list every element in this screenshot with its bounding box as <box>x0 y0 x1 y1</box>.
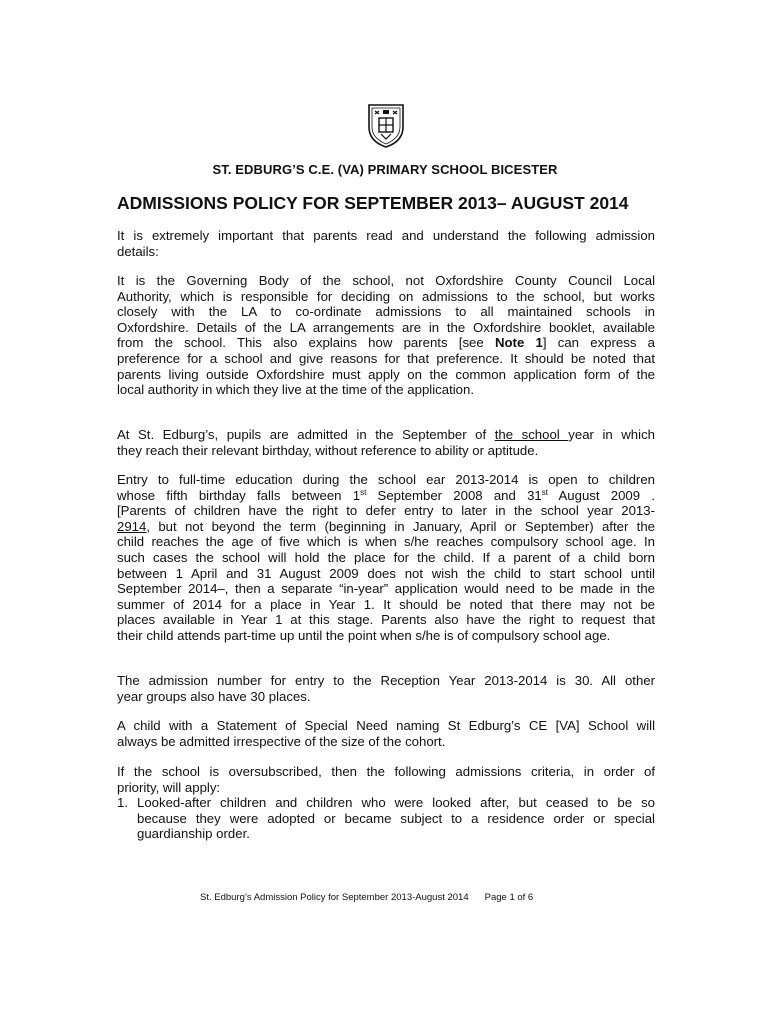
text-fragment: but not beyond the term (beginning in January, April or September) after the <box>150 518 655 534</box>
ordinal-suffix: st <box>541 487 548 497</box>
text-line: their child attends part-time up until the point when s/he is of compulsory school age. <box>117 627 611 643</box>
text-line <box>117 427 655 443</box>
text-line: Entry to full-time education during the school ear 2013-2014 is open to children <box>117 472 655 487</box>
text-line: It is the Governing Body of the school, not Oxfordshire County Council Local <box>117 273 655 288</box>
text-line: child reaches the age of five which is when s/he reaches compulsory school age. In <box>117 534 655 550</box>
school-crest-icon <box>367 103 405 149</box>
text-fragment: from the school. This also explains how parents [see <box>117 335 495 351</box>
text-line: between 1 April and 31 August 2009 does not wish the child to start school until <box>117 565 655 581</box>
text-line: The admission number for entry to the Reception Year 2013-2014 is 30. All other <box>117 673 655 688</box>
text-line: guardianship order. <box>137 826 250 842</box>
underlined-text: 2914, <box>117 518 151 534</box>
page-footer <box>200 892 533 903</box>
underlined-text: the school <box>494 427 569 442</box>
admission-number-paragraph <box>117 673 655 704</box>
text-line: because they were adopted or became subject to a residence order or special <box>137 810 655 826</box>
list-text <box>137 795 655 842</box>
text-line: places available in Year 1 at this stage. Parents also have the right to request that <box>117 612 655 628</box>
text-fragment: At St. Edburg’s, pupils are admitted in the September of <box>117 427 495 442</box>
footer-text: St. Edburg’s Admission Policy for September 2013-August 2014 <box>200 892 469 903</box>
text-line: Authority, which is responsible for deciding on admissions to the school, but works <box>117 288 655 304</box>
text-line: closely with the LA to co-ordinate admissions to all maintained schools in <box>117 304 655 320</box>
entry-paragraph <box>117 472 655 644</box>
text-line: September 2014–, then a separate “in-year” application would need to be made in the <box>117 581 655 597</box>
governing-body-paragraph <box>117 273 655 398</box>
text-line: such cases the school will hold the place for the child. If a parent of a child born <box>117 549 655 565</box>
text-line: year groups also have 30 places. <box>117 688 311 704</box>
text-line: Looked-after children and children who were looked after, but ceased to be so <box>137 795 655 811</box>
ordinal-suffix: st <box>360 487 367 497</box>
text-line: Oxfordshire. Details of the LA arrangements are in the Oxfordshire booklet, available <box>117 319 655 335</box>
note-reference: Note 1 <box>494 335 543 351</box>
text-line: details: <box>117 243 159 259</box>
text-fragment: September 2008 and 31 <box>366 487 542 503</box>
text-line: It is extremely important that parents read and understand the following admission <box>117 228 655 243</box>
text-fragment: August 2009 . <box>547 487 655 503</box>
text-fragment: year in which <box>568 427 655 442</box>
list-item <box>117 795 655 842</box>
list-number: 1. <box>117 795 128 811</box>
text-line: A child with a Statement of Special Need naming St Edburg’s CE [VA] School will <box>117 718 655 733</box>
text-line: parents living outside Oxfordshire must apply on the common application form of the <box>117 366 655 382</box>
text-line: local authority in which they live at the time of the application. <box>117 382 474 398</box>
special-need-paragraph <box>117 718 655 749</box>
text-line <box>117 519 655 535</box>
text-fragment: whose fifth birthday falls between 1 <box>117 487 361 503</box>
text-line: summer of 2014 for a place in Year 1. It should be noted that there may not be <box>117 596 655 612</box>
page-title: ADMISSIONS POLICY FOR SEPTEMBER 2013– AUGUST 2014 <box>117 193 629 213</box>
text-fragment: ] can express a <box>542 335 655 351</box>
text-line: priority, will apply: <box>117 779 221 795</box>
text-line: preference for a school and give reasons for that preference. It should be noted that <box>117 350 655 366</box>
text-line <box>117 488 655 504</box>
text-line: If the school is oversubscribed, then the following admissions criteria, in order of <box>117 764 655 779</box>
oversubscription-paragraph <box>117 764 655 842</box>
text-line <box>117 335 655 351</box>
school-name-heading: ST. EDBURG’S C.E. (VA) PRIMARY SCHOOL BICESTER <box>212 162 558 177</box>
text-line: they reach their relevant birthday, without reference to ability or aptitude. <box>117 442 539 458</box>
admission-timing-paragraph <box>117 427 655 458</box>
text-line: [Parents of children have the right to defer entry to later in the school year 2013- <box>117 503 655 519</box>
intro-paragraph <box>117 228 655 259</box>
text-line: always be admitted irrespective of the size of the cohort. <box>117 733 446 749</box>
page-number: Page 1 of 6 <box>484 892 534 903</box>
